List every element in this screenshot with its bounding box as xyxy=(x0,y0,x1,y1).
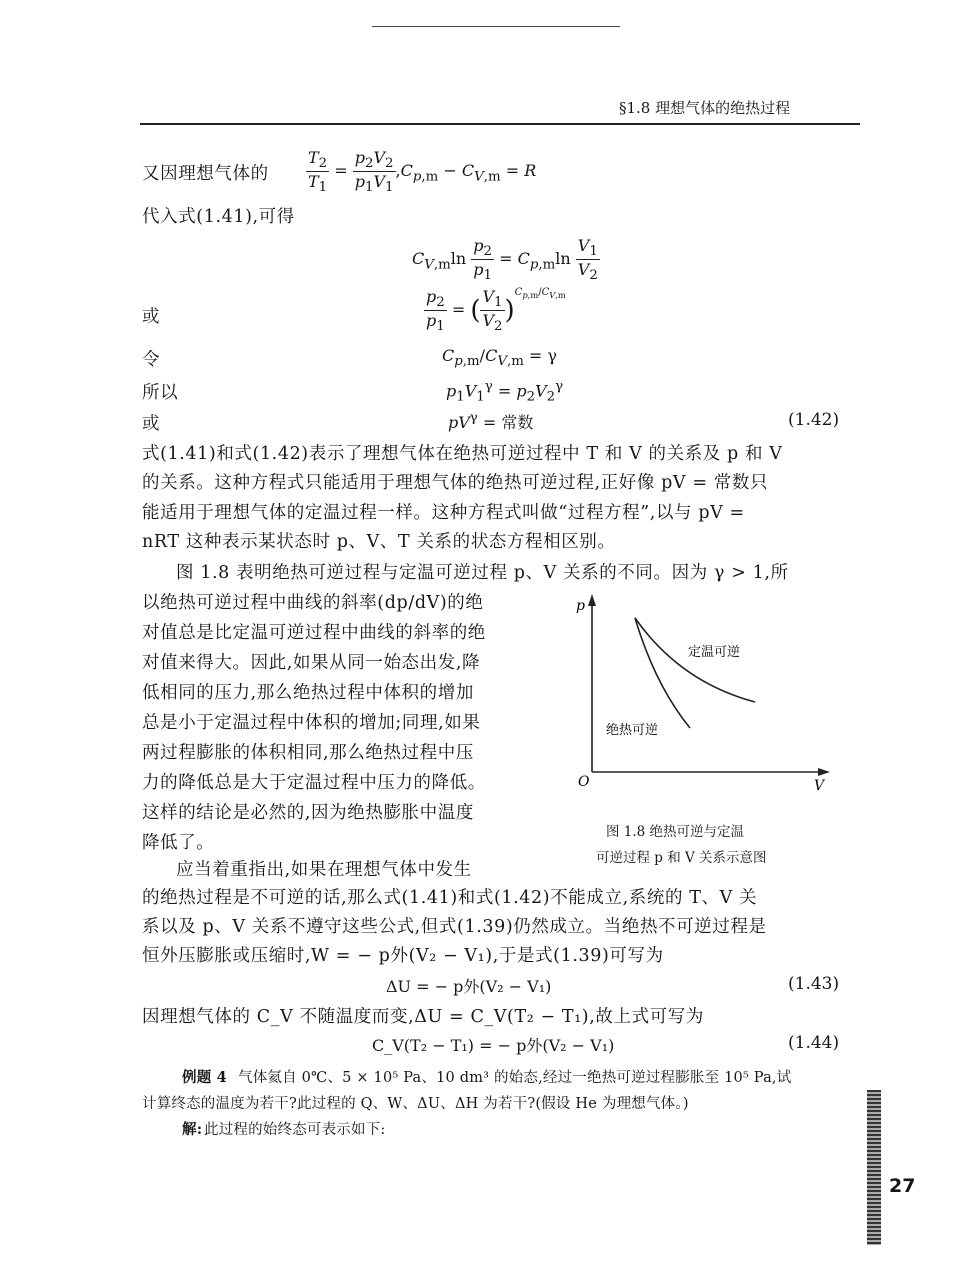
equation-log-relation: $C_{V,m}\ln$ $\frac{p_2}{p_1}$ = $C_{p,m}\ln$ $\frac{V_1}{V_2}$ xyxy=(412,236,598,284)
text-line-1: 又因理想气体的 xyxy=(142,164,269,184)
equation-gamma-def: $C_{p,m}/C_{V,m} = \gamma$ xyxy=(442,346,557,370)
solution-label: 解: xyxy=(182,1121,203,1138)
equation-pressure-ratio: $\frac{p_2}{p_1}$ = ( $\frac{V_1}{V_2}$ )$^{C_{p,m}/C_{V,m}}$ xyxy=(426,287,566,335)
or-label-1: 或 xyxy=(142,307,161,327)
paragraph-2-line-7: 两过程膨胀的体积相同,那么绝热过程中压 xyxy=(142,743,474,763)
top-edge-line xyxy=(372,26,620,27)
equation-1-43: ΔU = − p外(V₂ − V₁) xyxy=(386,977,552,996)
running-header: §1.8 理想气体的绝热过程 xyxy=(619,99,791,117)
let-label: 令 xyxy=(142,350,161,370)
header-rule xyxy=(140,123,860,125)
figure-1-8-pv-diagram xyxy=(570,590,840,800)
paragraph-2-line-8: 力的降低总是大于定温过程中压力的降低。 xyxy=(142,773,486,793)
paragraph-4: 因理想气体的 C_V 不随温度而变,ΔU = C_V(T₂ − T₁),故上式可写为 xyxy=(142,1007,704,1027)
paragraph-2-line-4: 对值来得大。因此,如果从同一始态出发,降 xyxy=(142,653,481,673)
paragraph-2-line-10: 降低了。 xyxy=(142,833,215,853)
adiabatic-label: 绝热可逆 xyxy=(606,723,659,738)
paragraph-1-line-2: 的关系。这种方程式只能适用于理想气体的绝热可逆过程,正好像 pV = 常数只 xyxy=(142,473,769,493)
isothermal-label: 定温可逆 xyxy=(688,645,741,660)
paragraph-2-line-1: 图 1.8 表明绝热可逆过程与定温可逆过程 p、V 关系的不同。因为 γ > 1,所 xyxy=(176,563,789,583)
paragraph-2-line-5: 低相同的压力,那么绝热过程中体积的增加 xyxy=(142,683,474,703)
paragraph-3-line-4: 恒外压膨胀或压缩时,W = − p外(V₂ − V₁),于是式(1.39)可写为 xyxy=(142,946,664,966)
example-line-1: 气体氦自 0℃、5 × 10⁵ Pa、10 dm³ 的始态,经过一绝热可逆过程膨胀至 10⁵ Pa,试 xyxy=(238,1070,792,1086)
solution-text: 此过程的始终态可表示如下: xyxy=(204,1122,386,1138)
equation-pv-gamma-states: $p_1V_1^\gamma = p_2V_2^\gamma$ xyxy=(446,379,564,405)
equation-pv-gamma-const: $pV^\gamma$ = 常数 xyxy=(448,410,534,432)
paragraph-1-line-3: 能适用于理想气体的定温过程一样。这种方程式叫做“过程方程”,以与 pV = xyxy=(142,503,745,523)
origin-label: O xyxy=(578,774,590,790)
equation-number-1-44: (1.44) xyxy=(788,1033,840,1053)
paragraph-3-line-3: 系以及 p、V 关系不遵守这些公式,但式(1.39)仍然成立。当绝热不可逆过程是 xyxy=(142,917,767,937)
v-axis-label: V xyxy=(814,778,825,794)
or-label-2: 或 xyxy=(142,414,161,434)
p-axis-label: p xyxy=(576,598,585,614)
equation-ideal-gas-ratio: $\frac{T_2}{T_1}$ = $\frac{p_2V_2}{p_1V_1}$ $,C_{p,m} - C_{V,m} = R$ xyxy=(308,148,537,196)
paragraph-3-line-2: 的绝热过程是不可逆的话,那么式(1.41)和式(1.42)不能成立,系统的 T、V 关 xyxy=(142,888,758,908)
equation-1-44: C_V(T₂ − T₁) = − p外(V₂ − V₁) xyxy=(372,1036,615,1055)
so-label: 所以 xyxy=(142,383,179,403)
paragraph-1-line-4: nRT 这种表示某状态时 p、V、T 关系的状态方程相区别。 xyxy=(142,532,616,552)
equation-number-1-43: (1.43) xyxy=(788,974,840,994)
page-number: 27 xyxy=(889,1175,916,1197)
v-axis-arrow xyxy=(818,768,830,776)
example-line-2: 计算终态的温度为若干?此过程的 Q、W、ΔU、ΔH 为若干?(假设 He 为理想气体。) xyxy=(142,1096,689,1112)
figure-caption-line-2: 可逆过程 p 和 V 关系示意图 xyxy=(596,850,767,866)
page-edge-scan-artifact xyxy=(867,1090,881,1245)
paragraph-2-line-9: 这样的结论是必然的,因为绝热膨胀中温度 xyxy=(142,803,474,823)
example-title: 例题 4 xyxy=(182,1069,227,1086)
isothermal-curve xyxy=(635,618,755,702)
figure-caption-line-1: 图 1.8 绝热可逆与定温 xyxy=(606,824,745,840)
text-line-2: 代入式(1.41),可得 xyxy=(142,207,295,227)
paragraph-2-line-2: 以绝热可逆过程中曲线的斜率(dp/dV)的绝 xyxy=(142,593,484,613)
adiabatic-curve xyxy=(635,618,690,728)
paragraph-3-line-1: 应当着重指出,如果在理想气体中发生 xyxy=(176,860,472,880)
paragraph-1-line-1: 式(1.41)和式(1.42)表示了理想气体在绝热可逆过程中 T 和 V 的关系及 p 和 V xyxy=(142,444,783,464)
paragraph-2-line-6: 总是小于定温过程中体积的增加;同理,如果 xyxy=(142,713,481,733)
p-axis-arrow xyxy=(588,594,596,606)
equation-number-1-42: (1.42) xyxy=(788,410,840,430)
paragraph-2-line-3: 对值总是比定温可逆过程中曲线的斜率的绝 xyxy=(142,623,486,643)
